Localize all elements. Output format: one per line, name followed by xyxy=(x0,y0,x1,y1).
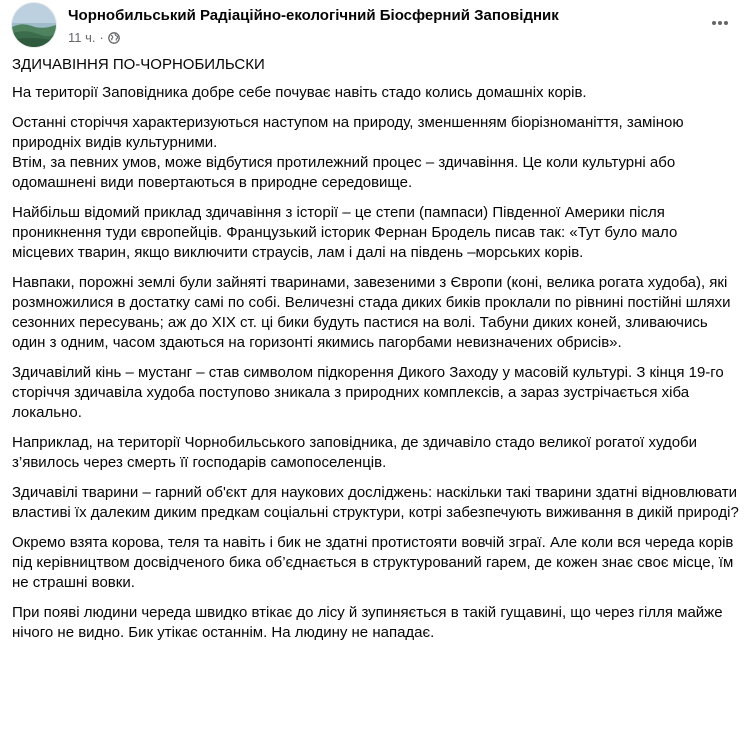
globe-icon[interactable] xyxy=(108,32,120,44)
page-name-link[interactable]: Чорнобильський Радіаційно-екологічний Біосферний Заповідник xyxy=(68,7,559,24)
post-paragraph: Здичавілі тварини – гарний об'єкт для наукових досліджень: наскільки такі тварини здатні відновлювати властиві їх далеким диким предкам соціальні структури, котрі забезпечують виживання в дикій природі? xyxy=(12,484,739,521)
avatar-landscape-image xyxy=(12,3,56,47)
post-paragraph: Останні сторіччя характеризуються наступом на природу, зменшенням біорізноманіття, заміною природніх видів культурними. Втім, за певних умов, може відбутися протилежний процес – здичавіння. Це коли культурні або одомашнені види повертаються в природне середовище. xyxy=(12,114,684,191)
post-paragraph: Наприклад, на території Чорнобильського заповідника, де здичавіло стадо великої рогатої худоби з’явилось через смерть її господарів самопоселенців. xyxy=(12,434,698,471)
more-options-button[interactable] xyxy=(706,9,734,37)
post-paragraph: Навпаки, порожні землі були зайняті тваринами, завезеними з Європи (коні, велика рогата худоба), які розмножилися в достатку самі по собі. Величезні стада диких биків проклали по рівнині постійні шляхи сезонних пересувань; аж до XIX ст. ці бики будуть пастися на волі. Табуни диких коней, зливаючись один з одним, часом здаються на горизонті якимись пагорбами невизначених обрисів». xyxy=(12,274,731,351)
post-paragraph: На території Заповідника добре себе почуває навіть стадо колись домашніх корів. xyxy=(12,84,587,101)
post-paragraph: Найбільш відомий приклад здичавіння з історії – це степи (пампаси) Південної Америки після проникнення туди європейців. Французький історик Фернан Бродель писав так: «Тут було мало місцевих тварин, якщо виключити страусів, лам і далі на південь –морських корів. xyxy=(12,204,678,261)
post-paragraph: Здичавілий кінь – мустанг – став символом підкорення Дикого Заходу у масовій культурі. З кінця 19-го сторіччя здичавіла худоба поступово зникала з природних комплексів, а зараз зустрічається хіба локально. xyxy=(12,364,724,421)
post-paragraph: При появі людини череда швидко втікає до лісу й зупиняється в такій гущавині, що через гілля майже нічого не видно. Бик утікає останнім. На людину не нападає. xyxy=(12,604,723,641)
more-horizontal-icon xyxy=(710,13,730,33)
post-text xyxy=(12,55,740,653)
post-title: ЗДИЧАВІННЯ ПО-ЧОРНОБИЛЬСКИ xyxy=(12,56,265,73)
post-header xyxy=(12,3,734,51)
post-meta xyxy=(68,30,120,46)
meta-separator: · xyxy=(99,30,104,45)
post-timestamp[interactable]: 11 ч. xyxy=(68,30,96,45)
page-avatar[interactable] xyxy=(12,3,56,47)
post-paragraph: Окремо взята корова, теля та навіть і бик не здатні протистояти вовчій зграї. Але коли вся череда корів під керівництвом досвідченого бика об’єднається в структурований гарем, де кожен знає своє місце, їм не страшні вовки. xyxy=(12,534,734,591)
